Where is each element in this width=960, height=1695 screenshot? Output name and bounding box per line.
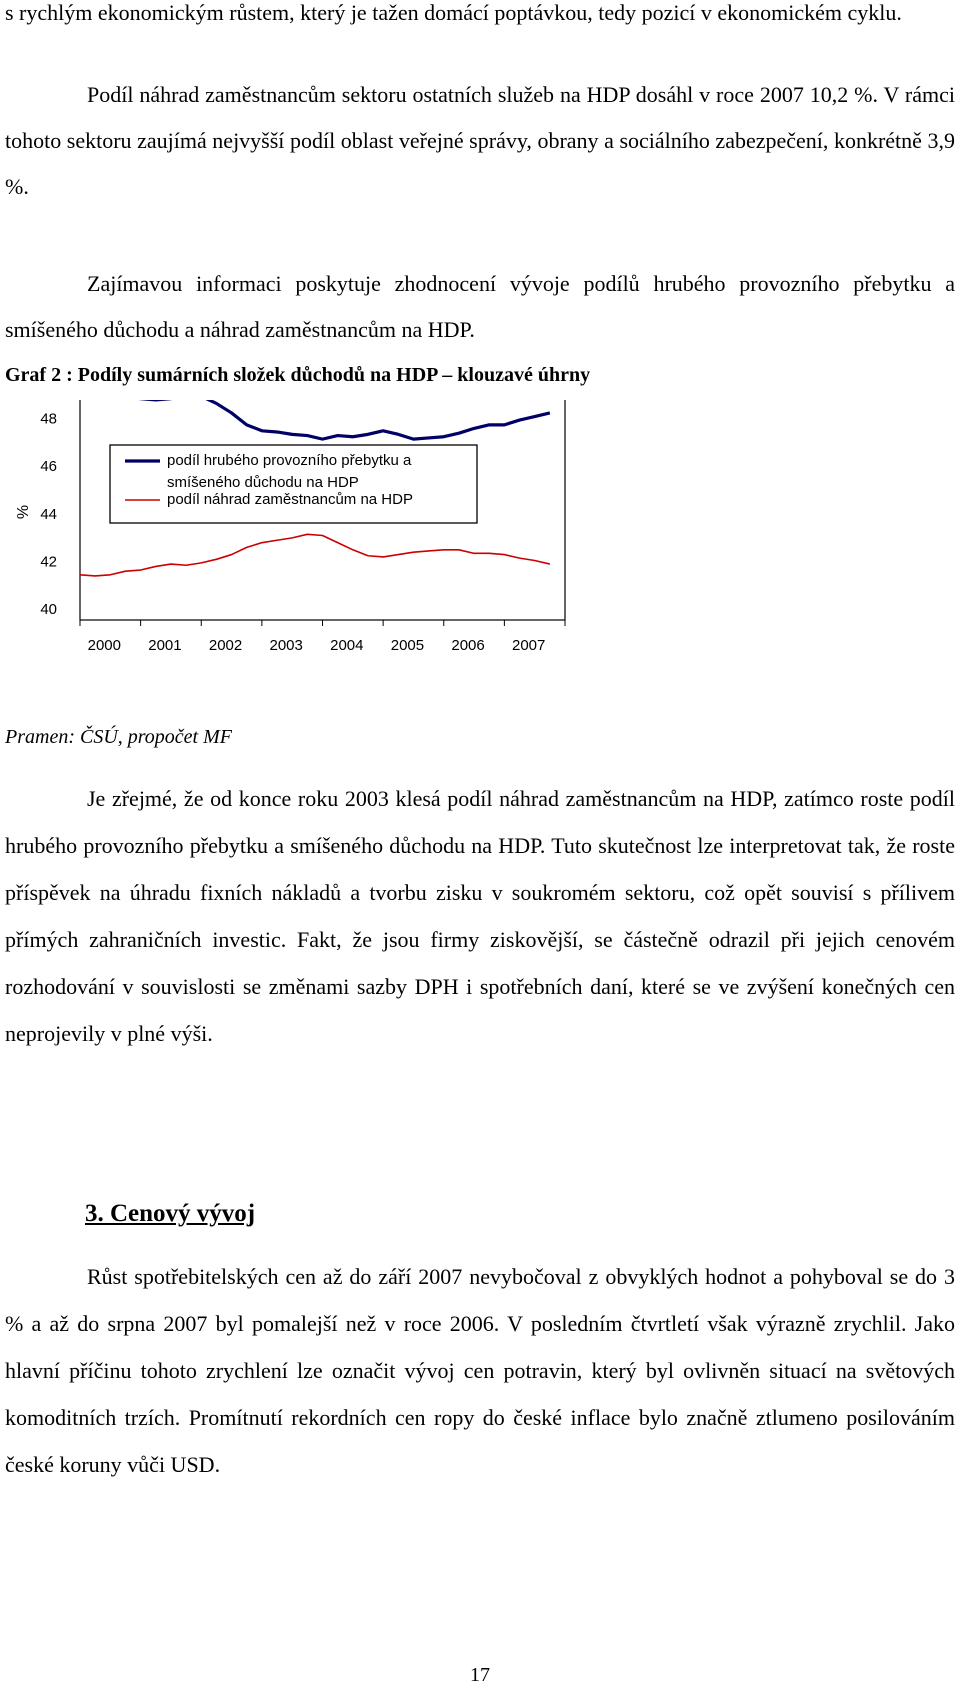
page-number: 17 (470, 1664, 490, 1686)
paragraph-services-share: Podíl náhrad zaměstnancům sektoru ostatních služeb na HDP dosáhl v roce 2007 10,2 %. V rámci tohoto sektoru zaujímá nejvyšší podíl oblast veřejné správy, obrany a sociálního zabezpečení, konkrétně 3,9 %. (5, 82, 955, 199)
x-tick-label: 2006 (451, 637, 485, 654)
chart-legend (110, 445, 477, 523)
x-tick-label: 2005 (390, 637, 425, 654)
series-line-1 (80, 400, 550, 439)
x-tick-label: 2002 (208, 637, 243, 654)
legend-label-1: smíšeného důchodu na HDP (167, 474, 359, 491)
paragraph-price-development: Růst spotřebitelských cen až do září 2007 nevybočoval z obvyklých hodnot a pohyboval se do 3 % a až do srpna 2007 byl pomalejší než v roce 2006. V posledním čtvrtletí však výrazně zrychlil. Jako hlavní příčinu tohoto zrychlení lze označit vývoj cen potravin, který byl ovlivněn situací na světových komoditních trzích. Promítnutí rekordních cen ropy do české inflace bylo značně ztlumeno posilováním české koruny vůči USD. (5, 1264, 955, 1477)
x-tick-label: 2001 (148, 637, 182, 654)
legend-label-1: podíl hrubého provozního přebytku a (167, 452, 412, 469)
y-tick-label: 46 (40, 458, 57, 476)
paragraph-intro: s rychlým ekonomickým růstem, který je tažen domácí poptávkou, tedy pozicí v ekonomickém cyklu. (5, 0, 902, 25)
legend-label-2: podíl náhrad zaměstnancům na HDP (167, 491, 413, 508)
paragraph-chart-intro: Zajímavou informaci poskytuje zhodnocení vývoje podílů hrubého provozního přebytku a smíšeného důchodu a náhrad zaměstnancům na HDP. (5, 271, 955, 342)
income-shares-chart (15, 400, 620, 710)
y-tick-label: 40 (40, 601, 57, 618)
y-tick-label: 44 (40, 505, 57, 523)
x-tick-label: 2004 (330, 637, 364, 654)
y-tick-label: 42 (40, 553, 57, 571)
x-tick-label: 2000 (87, 637, 121, 654)
section-heading: 3. Cenový vývoj (85, 1200, 256, 1227)
chart-source: Pramen: ČSÚ, propočet MF (5, 726, 232, 748)
chart-caption: Graf 2 : Podíly sumárních složek důchodů na HDP – klouzavé úhrny (5, 364, 591, 386)
x-tick-label: 2007 (512, 637, 546, 654)
paragraph-interpretation: Je zřejmé, že od konce roku 2003 klesá podíl náhrad zaměstnancům na HDP, zatímco roste podíl hrubého provozního přebytku a smíšeného důchodu na HDP. Tuto skutečnost lze interpretovat tak, že roste příspěvek na úhradu fixních nákladů a tvorbu zisku v soukromém sektoru, což opět souvisí s přílivem přímých zahraničních investic. Fakt, že jsou firmy ziskovější, se částečně odrazil při jejich cenovém rozhodování v souvislosti se změnami sazby DPH i spotřebních daní, které se ve zvýšení konečných cen neprojevily v plné výši. (5, 786, 955, 1046)
y-tick-label: 48 (40, 410, 57, 428)
y-axis-label: % (15, 504, 32, 520)
series-line-2 (80, 534, 550, 576)
x-tick-label: 2003 (269, 637, 303, 654)
